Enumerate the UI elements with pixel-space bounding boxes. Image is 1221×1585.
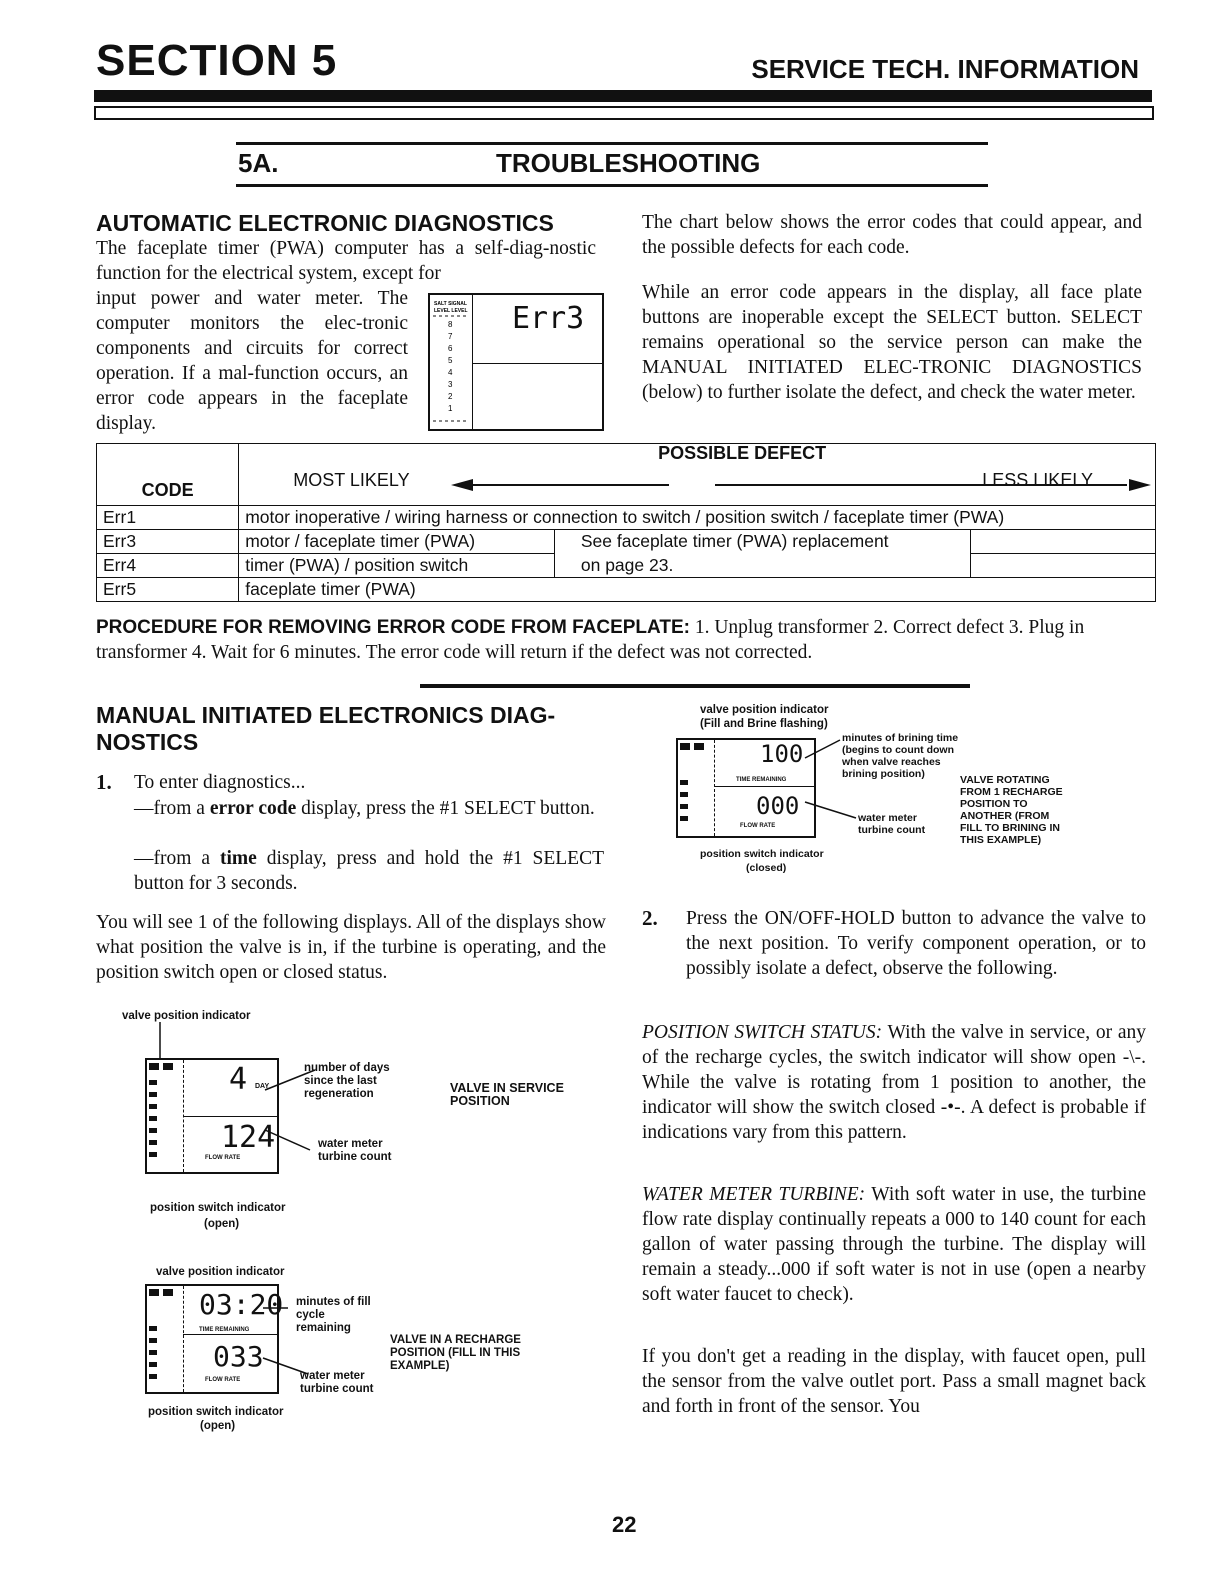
less-likely-label: LESS LIKELY xyxy=(982,470,1093,490)
valve-position-indicator-label: valve position indicator xyxy=(156,1266,285,1278)
position-switch-paragraph xyxy=(642,1020,1146,1145)
svg-text:4: 4 xyxy=(448,368,453,377)
most-likely-label: MOST LIKELY xyxy=(293,470,410,490)
valve-position-indicator-label: valve position indicator xyxy=(700,704,829,716)
position-switch-heading: POSITION SWITCH STATUS: xyxy=(642,1022,883,1043)
flow-rate-label: FLOW RATE xyxy=(740,823,776,829)
step-2-number: 2. xyxy=(642,906,658,930)
svg-text:6: 6 xyxy=(448,344,453,353)
code-cell: Err5 xyxy=(97,578,239,602)
code-cell: Err4 xyxy=(97,554,239,578)
service-display xyxy=(145,1058,279,1174)
section-title: SECTION 5 xyxy=(96,36,338,85)
position-switch-text: With the valve in service, or any of the recharge cycles, the switch indicator will show open -\-. While the valve is rotating from 1 position to another, the indicator will show the switch closed -•-. A defect is probable if indications vary from this pattern. xyxy=(642,1022,1146,1143)
valve-in-service-label: VALVE IN SERVICE POSITION xyxy=(450,1081,564,1108)
water-meter-paragraph xyxy=(642,1182,1146,1307)
defect-cell: timer (PWA) / position switch xyxy=(239,554,555,578)
salt-level-scale xyxy=(430,295,473,429)
turbine-readout: 033 xyxy=(213,1340,264,1373)
water-meter-heading: WATER METER TURBINE: xyxy=(642,1184,866,1205)
subheading-title: TROUBLESHOOTING xyxy=(496,148,761,178)
fill-cycle-remaining-label: minutes of fill cycle remaining xyxy=(296,1296,371,1334)
days-readout: 4 xyxy=(229,1062,248,1097)
defect-cell: motor / faceplate timer (PWA) xyxy=(239,530,555,554)
section-subtitle: SERVICE TECH. INFORMATION xyxy=(751,54,1139,84)
table-row xyxy=(97,554,1156,578)
bullet-text: display, press the #1 SELECT button. xyxy=(296,798,595,819)
code-header: CODE xyxy=(97,444,239,506)
time-remaining-label: TIME REMAINING xyxy=(736,777,787,783)
position-switch-label: position switch indicator xyxy=(150,1202,286,1214)
valve-rotating-label: VALVE ROTATING FROM 1 RECHARGE POSITION TO ANOTHER (FROM FILL TO BRINING IN THIS EXAMPLE) xyxy=(960,774,1063,846)
defect-cell: See faceplate timer (PWA) replacement xyxy=(554,530,971,554)
code-cell: Err1 xyxy=(97,506,239,530)
defect-cell: on page 23. xyxy=(554,554,971,578)
auto-paragraph-2: input power and water meter. The computer monitors the elec-tronic components and circuits for correct operation. If a mal-function occurs, an error code appears in the faceplate display. xyxy=(96,288,408,434)
page-number: 22 xyxy=(612,1512,637,1537)
svg-text:LEVEL LEVEL: LEVEL LEVEL xyxy=(434,308,468,314)
displays-paragraph: You will see 1 of the following displays. All of the displays show what position the valve is in, if the turbine is operating, and the position switch open or closed status. xyxy=(96,912,606,983)
defect-cell: faceplate timer (PWA) xyxy=(239,578,1156,602)
procedure-paragraph xyxy=(96,615,1156,665)
section-divider xyxy=(420,684,970,688)
subheading-rule-top xyxy=(236,142,988,145)
subheading-number: 5A. xyxy=(238,148,279,178)
defect-cell xyxy=(971,530,1156,554)
table-row xyxy=(97,506,1156,530)
bullet-bold: time xyxy=(219,848,257,869)
sensor-paragraph: If you don't get a reading in the display, with faucet open, pull the sensor from the valve outlet port. Pass a small magnet back and forth in front of the sensor. You xyxy=(642,1346,1146,1417)
error-display-figure xyxy=(428,293,604,431)
position-switch-state: (open) xyxy=(204,1218,240,1230)
table-header-row xyxy=(97,444,1156,506)
days-since-regeneration-label: number of days since the last regeneration xyxy=(304,1062,390,1100)
subheading-rule-bottom xyxy=(236,184,988,187)
procedure-text: 1. Unplug transformer 2. Correct defect 3. Plug in transformer 4. Wait for 6 minutes. The error code will return if the defect was not corrected. xyxy=(96,617,1085,663)
step-1-number: 1. xyxy=(96,770,112,794)
svg-text:7: 7 xyxy=(448,332,453,341)
auto-paragraph-1: The faceplate timer (PWA) computer has a self-diag-nostic function for the electrical system, except for xyxy=(96,238,596,284)
auto-diagnostics-heading: AUTOMATIC ELECTRONIC DIAGNOSTICS xyxy=(96,210,554,236)
brining-time-label: minutes of brining time (begins to count down when valve reaches brining position) xyxy=(842,732,959,780)
possible-defect-label: POSSIBLE DEFECT xyxy=(658,443,827,463)
table-row xyxy=(97,530,1156,554)
flow-rate-label: FLOW RATE xyxy=(205,1377,241,1383)
svg-text:8: 8 xyxy=(448,320,453,329)
bullet-text: —from a xyxy=(134,798,210,819)
code-cell: Err3 xyxy=(97,530,239,554)
likelihood-arrow xyxy=(451,478,1151,492)
defect-cell xyxy=(971,554,1156,578)
brining-time-readout: 100 xyxy=(760,740,804,768)
time-remaining-label: TIME REMAINING xyxy=(199,1327,250,1333)
defect-header xyxy=(239,444,1156,506)
valve-in-recharge-label: VALVE IN A RECHARGE POSITION (FILL IN THIS EXAMPLE) xyxy=(390,1334,521,1372)
header-rule-box xyxy=(94,106,1154,120)
right-paragraph-1: The chart below shows the error codes that could appear, and the possible defects for each code. xyxy=(642,212,1142,258)
step-1-text: To enter diagnostics... xyxy=(134,772,306,793)
svg-text:3: 3 xyxy=(448,380,453,389)
turbine-count-label: water meter turbine count xyxy=(318,1138,392,1163)
error-code-readout: Err3 xyxy=(512,301,585,336)
svg-text:SALT SIGNAL: SALT SIGNAL xyxy=(434,301,467,307)
valve-position-indicator-label: valve position indicator xyxy=(122,1010,251,1022)
bullet-text: —from a xyxy=(134,848,220,869)
turbine-readout: 000 xyxy=(756,792,800,820)
manual-diagnostics-heading: MANUAL INITIATED ELECTRONICS DIAG-NOSTICS xyxy=(96,702,556,755)
error-code-table xyxy=(96,443,1156,602)
level-bars xyxy=(147,1060,184,1172)
fill-brine-flashing-label: (Fill and Brine flashing) xyxy=(700,718,828,730)
turbine-count-label: water meter turbine count xyxy=(300,1370,374,1395)
defect-cell: motor inoperative / wiring harness or connection to switch / position switch / faceplate timer (PWA) xyxy=(239,506,1156,530)
flow-rate-label: FLOW RATE xyxy=(205,1155,241,1161)
bullet-bold: error code xyxy=(209,798,297,819)
step-1-bullet-2 xyxy=(134,846,604,896)
header-rule xyxy=(94,90,1152,102)
procedure-heading: PROCEDURE FOR REMOVING ERROR CODE FROM FACEPLATE: xyxy=(96,617,690,638)
svg-text:1: 1 xyxy=(448,404,453,413)
step-1-bullet-1 xyxy=(134,796,604,821)
position-switch-label: position switch indicator xyxy=(148,1406,284,1418)
position-switch-state: (closed) xyxy=(746,862,787,874)
position-switch-label: position switch indicator xyxy=(700,848,824,860)
turbine-readout: 124 xyxy=(221,1120,276,1155)
bullet-text: display, press and hold the #1 SELECT button for 3 seconds. xyxy=(134,848,605,894)
fill-time-readout: 03:20 xyxy=(199,1288,284,1321)
level-bars xyxy=(678,740,715,836)
level-bars xyxy=(147,1286,184,1392)
step-2-text: Press the ON/OFF-HOLD button to advance the valve to the next position. To verify component operation, or to possibly isolate a defect, observe the following. xyxy=(686,908,1146,979)
right-paragraph-2: While an error code appears in the display, all face plate buttons are inoperable except the SELECT button. SELECT remains operational so the service person can make the MANUAL INITIATED ELEC-TRONIC DIAGNOSTICS (below) to further isolate the defect, and check the water meter. xyxy=(642,282,1142,403)
turbine-count-label: water meter turbine count xyxy=(858,812,926,836)
svg-text:5: 5 xyxy=(448,356,453,365)
day-unit: DAY xyxy=(255,1083,270,1090)
water-meter-text: With soft water in use, the turbine flow rate display continually repeats a 000 to 140 count for each gallon of water passing through the turbine. The display will remain a steady...000 if soft water is not in use (open a nearby soft water faucet to check). xyxy=(642,1184,1146,1305)
table-row xyxy=(97,578,1156,602)
svg-text:2: 2 xyxy=(448,392,453,401)
rotating-display xyxy=(676,738,816,838)
position-switch-state: (open) xyxy=(200,1420,236,1432)
display-divider xyxy=(472,363,602,364)
